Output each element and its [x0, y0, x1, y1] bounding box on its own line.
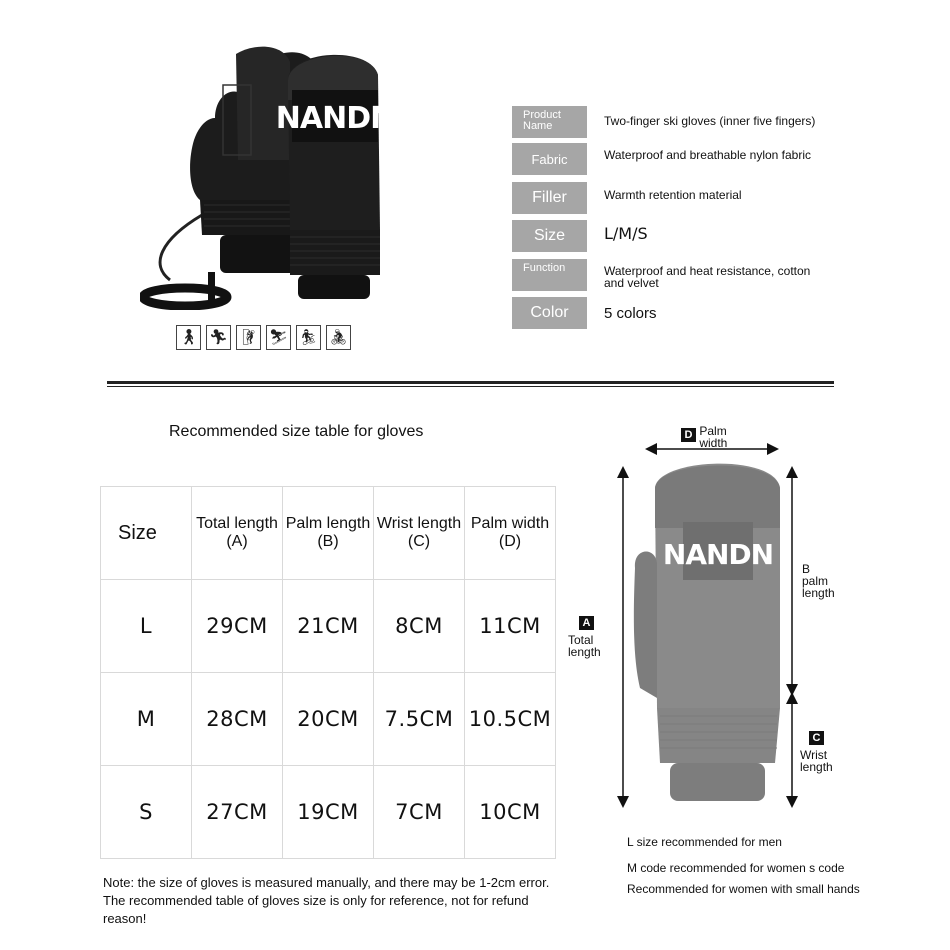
recommendation-l: L size recommended for men: [627, 835, 782, 849]
cycling-icon: 🚴︎: [326, 325, 351, 350]
table-cell: 7.5CM: [374, 673, 465, 766]
product-glove-photo: [140, 40, 400, 310]
section-divider-bottom: [107, 386, 834, 387]
spec-label-filler: Filler: [512, 182, 587, 214]
table-cell: 8CM: [374, 580, 465, 673]
table-cell: 11CM: [465, 580, 556, 673]
table-header-cell: Wrist length (C): [374, 487, 465, 580]
table-cell: 28CM: [192, 673, 283, 766]
spec-value-color: 5 colors: [604, 305, 657, 322]
table-cell: 29CM: [192, 580, 283, 673]
spec-label-fabric: Fabric: [512, 143, 587, 175]
table-cell: 19CM: [283, 766, 374, 859]
table-cell-size: L: [101, 580, 192, 673]
measurement-note: Note: the size of gloves is measured manually, and there may be 1-2cm error. The recommended table of gloves size is only for reference, not for refund reason!: [103, 875, 550, 926]
dimension-d-label: [681, 425, 737, 449]
spec-label-product-name: Product Name: [512, 106, 587, 138]
dimension-d-letter: D: [681, 428, 696, 442]
table-header-cell: Palm width (D): [465, 487, 556, 580]
dimension-b-text: palm length: [802, 574, 835, 600]
spec-value-function: Waterproof and heat resistance, cotton and velvet: [604, 264, 811, 290]
dimension-a-label: [568, 616, 608, 659]
dimension-c-letter: C: [809, 731, 824, 745]
table-cell: 21CM: [283, 580, 374, 673]
table-header-cell: Size: [101, 487, 192, 580]
table-cell: 7CM: [374, 766, 465, 859]
diagram-logo-text: NANDN: [662, 538, 774, 571]
dimension-a-letter: A: [579, 616, 594, 630]
table-row: [101, 673, 556, 766]
dimension-c-text: Wrist length: [800, 748, 833, 774]
spec-value-fabric: Waterproof and breathable nylon fabric: [604, 148, 812, 162]
table-cell: 10.5CM: [465, 673, 556, 766]
table-cell-size: M: [101, 673, 192, 766]
dimension-c-label: [800, 731, 840, 773]
spec-value-filler: Warmth retention material: [604, 188, 742, 202]
climbing-icon: 🧗︎: [236, 325, 261, 350]
table-cell-size: S: [101, 766, 192, 859]
spec-value-size: L/M/S: [604, 224, 648, 243]
recommendation-m: M code recommended for women s code: [627, 861, 845, 875]
sport-icons-row: [176, 325, 351, 350]
table-header-row: [101, 487, 556, 580]
table-row: [101, 766, 556, 859]
running-icon: 🏃︎: [206, 325, 231, 350]
table-cell: 20CM: [283, 673, 374, 766]
table-cell: 10CM: [465, 766, 556, 859]
recommendation-s: Recommended for women with small hands: [627, 882, 860, 896]
table-row: [101, 580, 556, 673]
dimension-a-text: Total length: [568, 633, 601, 659]
hiking-icon: 🚶︎: [176, 325, 201, 350]
spec-label-size: Size: [512, 220, 587, 252]
table-cell: 27CM: [192, 766, 283, 859]
snowboarding-icon: 🏂︎: [296, 325, 321, 350]
spec-value-product-name: Two-finger ski gloves (inner five fingers): [604, 114, 816, 128]
table-header-cell: Total length (A): [192, 487, 283, 580]
table-header-cell: Palm length (B): [283, 487, 374, 580]
dimension-b-letter: B: [802, 562, 811, 576]
brand-logo-text: NANDN: [275, 101, 395, 136]
skiing-icon: ⛷︎: [266, 325, 291, 350]
dimension-b-label: [802, 563, 862, 599]
spec-label-color: Color: [512, 297, 587, 329]
size-table-title: Recommended size table for gloves: [169, 423, 424, 440]
spec-label-function: Function: [512, 259, 587, 291]
dimension-d-text: Palm width: [699, 424, 728, 450]
section-divider-top: [107, 381, 834, 384]
size-table: [100, 486, 556, 859]
